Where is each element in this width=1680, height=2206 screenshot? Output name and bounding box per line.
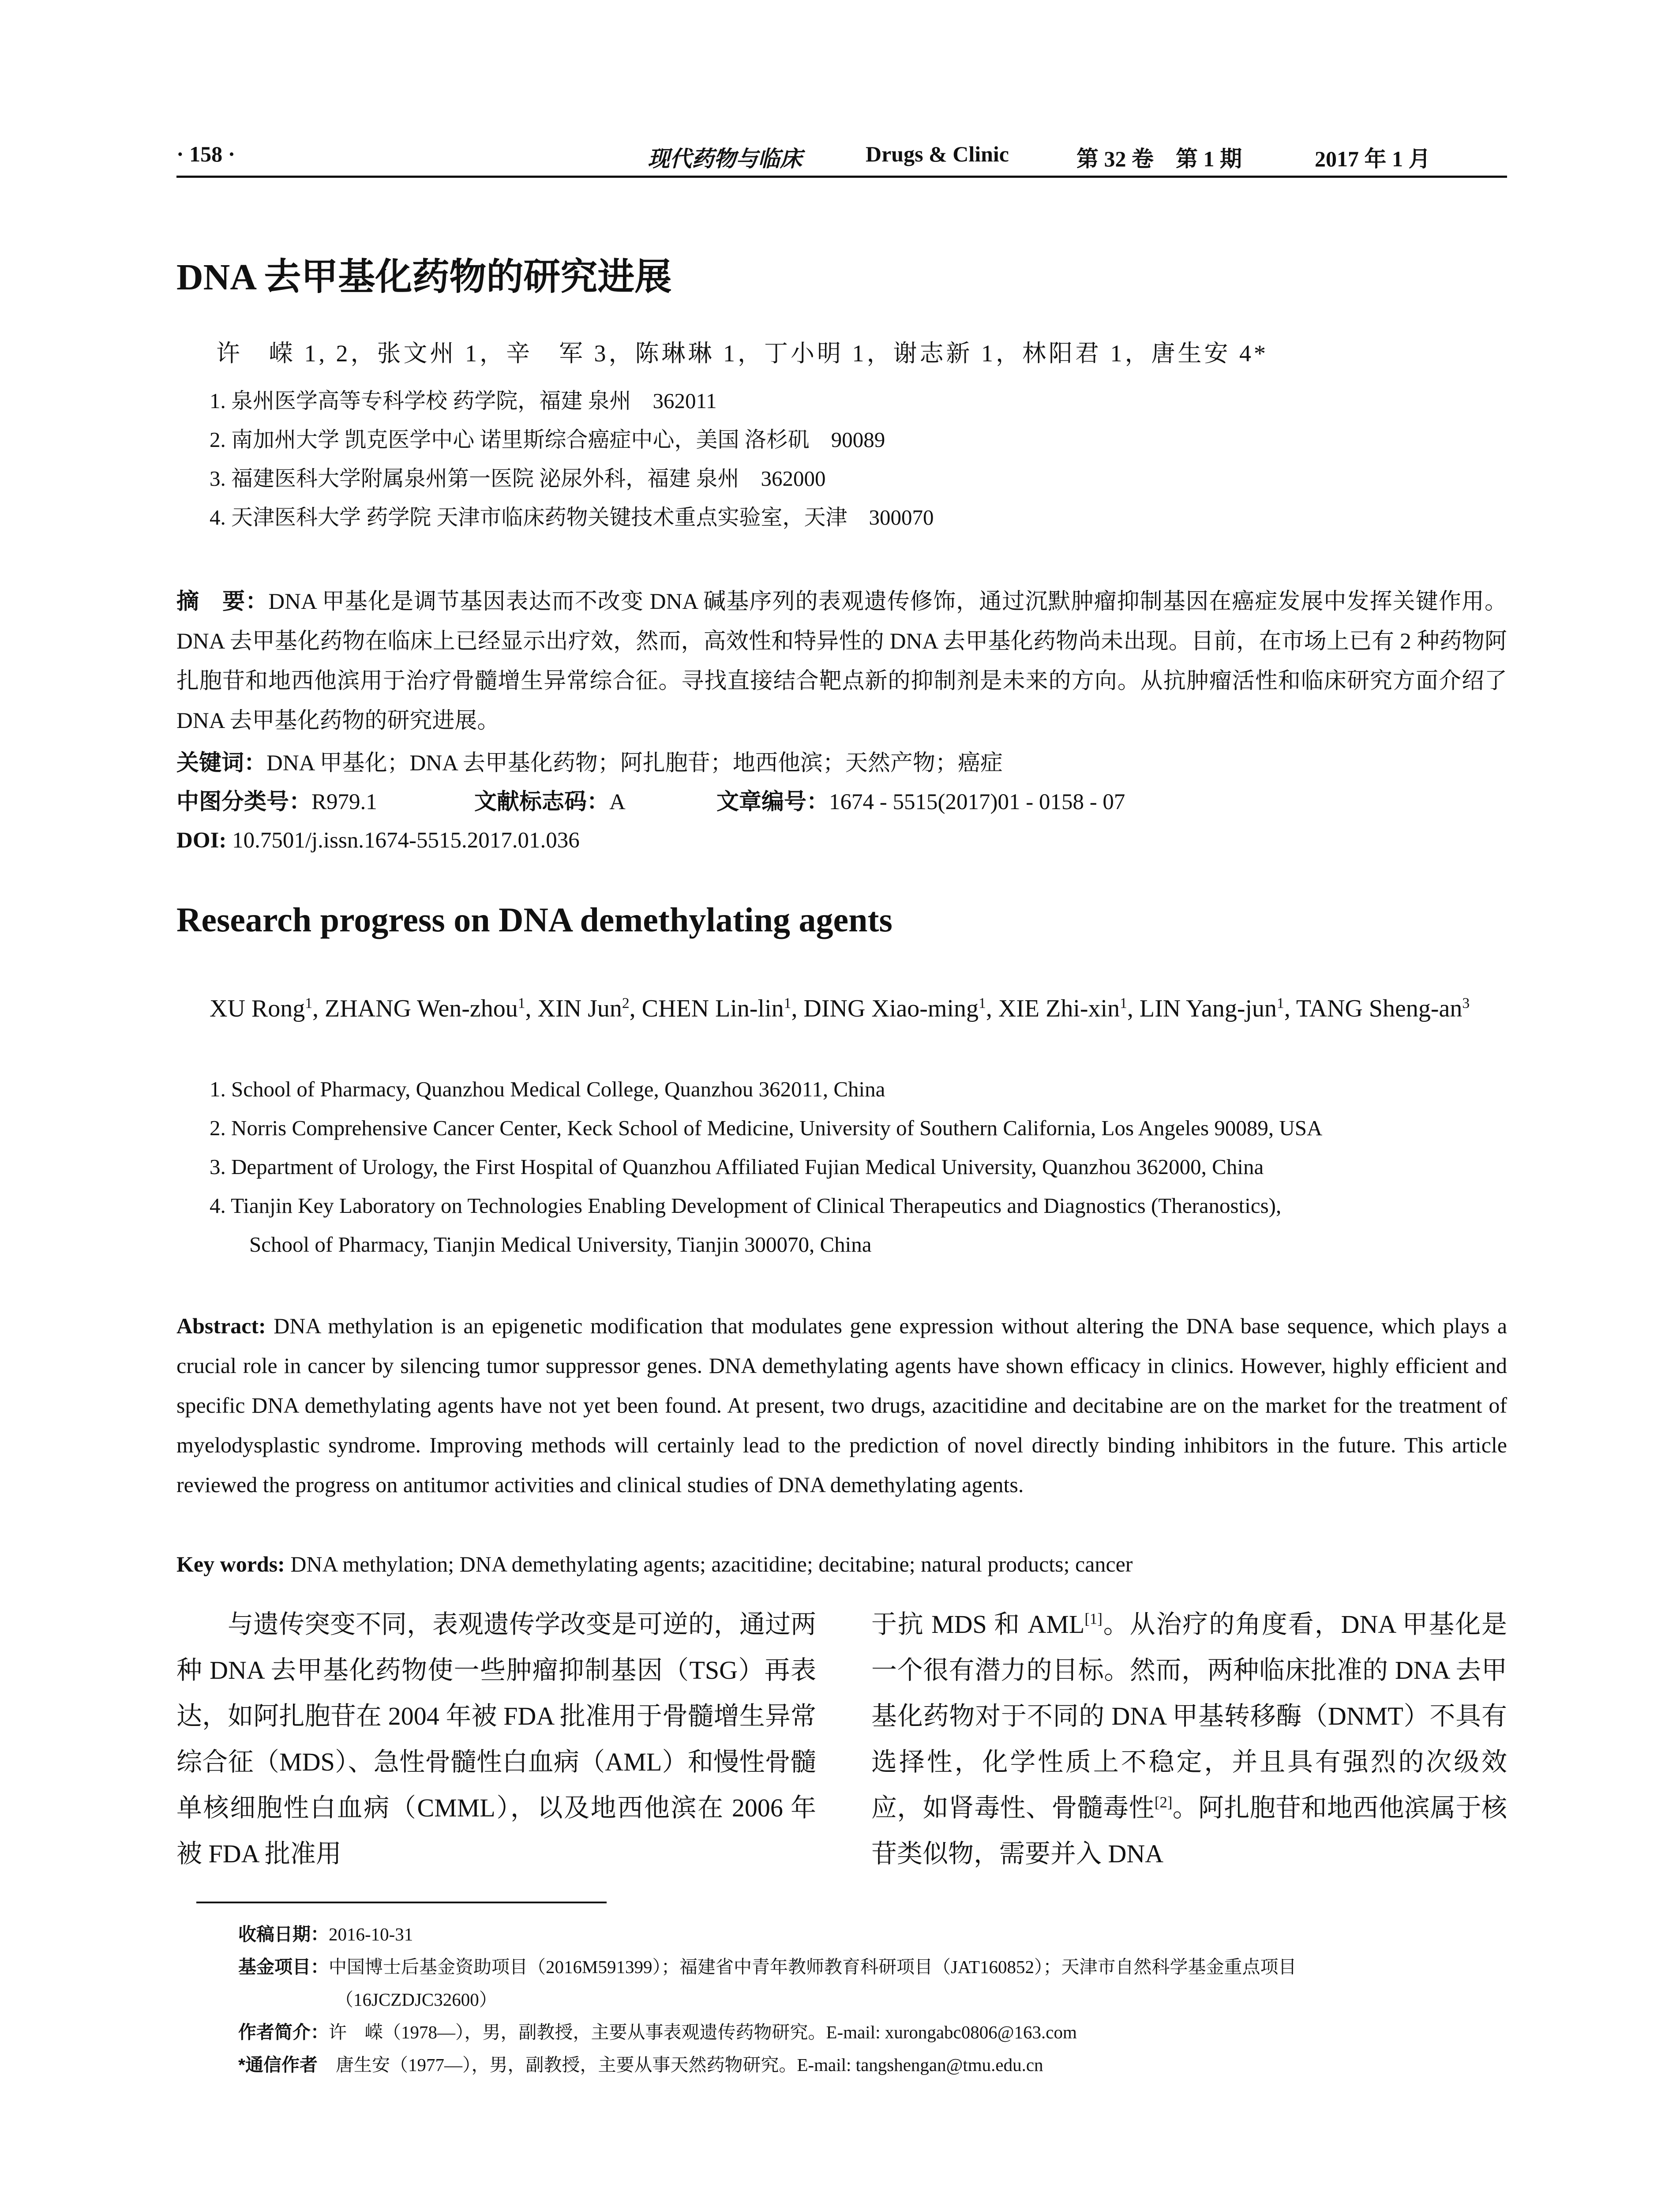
author-bio-label: 作者简介： bbox=[238, 2022, 329, 2042]
author-en: DING Xiao-ming bbox=[803, 995, 979, 1022]
author-en: CHEN Lin-lin bbox=[641, 995, 784, 1022]
author-en-sup: 1 bbox=[979, 995, 986, 1012]
authors-en: XU Rong$^1$, ZHANG Wen-zhou$^1$, XIN Jun$^2$, CHEN Lin-lin$^1$, DING Xiao-ming$^1$, XIE Zhi-xin$^1$, LIN Yang-jun$^1$, TANG Sheng-$an^3$ bbox=[210, 995, 1470, 1022]
keywords-cn bbox=[176, 743, 1507, 783]
affiliation-en-1: 1. School of Pharmacy, Quanzhou Medical College, Quanzhou 362011, China bbox=[210, 1077, 885, 1101]
affiliation-en-3: 3. Department of Urology, the First Hospital of Quanzhou Affiliated Fujian Medical University, Quanzhou 362000, China bbox=[210, 1155, 1264, 1179]
author-en-sup: 3 bbox=[1462, 995, 1470, 1012]
author-en-sup: 1 bbox=[784, 995, 791, 1012]
affiliation-en-4-cont: School of Pharmacy, Tianjin Medical University, Tianjin 300070, China bbox=[249, 1232, 872, 1257]
body-right-text-a: 于抗 MDS 和 AML bbox=[871, 1610, 1085, 1639]
affiliation-cn-3: 3. 福建医科大学附属泉州第一医院 泌尿外科，福建 泉州 362000 bbox=[210, 466, 826, 491]
article-value: 1674 - 5515(2017)01 - 0158 - 07 bbox=[829, 790, 1125, 814]
author-en: ZHANG Wen-zhou bbox=[325, 995, 518, 1022]
affiliation-cn-1: 1. 泉州医学高等专科学校 药学院，福建 泉州 362011 bbox=[210, 389, 717, 413]
doi-label: DOI: bbox=[176, 828, 227, 853]
keywords-en-text: DNA methylation; DNA demethylating agents; azacitidine; decitabine; natural products; cancer bbox=[290, 1552, 1133, 1576]
authors-cn: 许 嵘 1, 2，张文州 1，辛 军 3，陈琳琳 1，丁小明 1，谢志新 1，林阳君 1，唐生安 4* bbox=[216, 340, 1268, 367]
doi-value[interactable]: 10.7501/j.issn.1674-5515.2017.01.036 bbox=[232, 828, 580, 853]
received-label: 收稿日期： bbox=[238, 1924, 329, 1944]
body-right-text-b: 。从治疗的角度看，DNA 甲基化是一个很有潜力的目标。然而，两种临床批准的 DNA 去甲基化药物对于不同的 DNA 甲基转移酶（DNMT）不具有选择性，化学性质上不稳定，并且具有强烈的次级效应，如肾毒性、骨髓毒性 bbox=[871, 1610, 1507, 1822]
abstract-cn bbox=[176, 582, 1507, 741]
doc-label: 文献标志码： bbox=[474, 789, 610, 814]
keywords-cn-label: 关键词： bbox=[176, 750, 267, 775]
abstract-cn-text: DNA 甲基化是调节基因表达而不改变 DNA 碱基序列的表观遗传修饰，通过沉默肿瘤抑制基因在癌症发展中发挥关键作用。DNA 去甲基化药物在临床上已经显示出疗效，然而，高效性和特异性的 DNA 去甲基化药物尚未出现。目前，在市场上已有 2 种药物阿扎胞苷和地西他滨用于治疗骨髓增生异常综合征。寻找直接结合靶点新的抑制剂是未来的方向。从抗肿瘤活性和临床研究方面介绍了 DNA 去甲基化药物的研究进展。 bbox=[176, 589, 1507, 733]
fund-label: 基金项目： bbox=[238, 1957, 329, 1977]
author-en: LIN Yang-jun bbox=[1139, 995, 1277, 1022]
body-right-text-c: 。阿扎胞苷和地西他滨属于核苷类似物，需要并入 DNA bbox=[871, 1793, 1507, 1868]
doi-line bbox=[176, 821, 580, 860]
author-en: TANG Sheng-an bbox=[1296, 995, 1462, 1022]
author-en: XIN Jun bbox=[537, 995, 622, 1022]
article-label: 文章编号： bbox=[716, 789, 829, 814]
affiliation-cn-2: 2. 南加州大学 凯克医学中心 诺里斯综合癌症中心，美国 洛杉矶 90089 bbox=[210, 428, 885, 452]
abstract-en bbox=[176, 1306, 1507, 1504]
issue-date: 2017 年 1 月 bbox=[1315, 146, 1431, 171]
author-en-sup: 1 bbox=[1120, 995, 1127, 1012]
affiliation-en-4: 4. Tianjin Key Laboratory on Technologies Enabling Development of Clinical Therapeutics and Diagnostics (Theranostics), bbox=[210, 1193, 1282, 1218]
author-en-sup: 1 bbox=[305, 995, 313, 1012]
abstract-en-label: Abstract: bbox=[176, 1313, 266, 1338]
article-title-cn: DNA 去甲基化药物的研究进展 bbox=[176, 257, 672, 298]
keywords-en bbox=[176, 1544, 1132, 1584]
page-number: · 158 · bbox=[176, 142, 236, 166]
body-left-column: 与遗传突变不同，表观遗传学改变是可逆的，通过两种 DNA 去甲基化药物使一些肿瘤抑制基因（TSG）再表达，如阿扎胞苷在 2004 年被 FDA 批准用于骨髓增生异常综合征（MDS）、急性骨髓性白血病（AML）和慢性骨髓单核细胞性白血病（CMML），以及地西他滨在 2006 年被 FDA 批准用 bbox=[176, 1610, 817, 1868]
author-en-sup: 1 bbox=[518, 995, 525, 1012]
author-en: XIE Zhi-xin bbox=[998, 995, 1120, 1022]
body-right-column bbox=[871, 1602, 1507, 1877]
abstract-en-text: DNA methylation is an epigenetic modification that modulates gene expression without altering the DNA base sequence, which plays a crucial role in cancer by silencing tumor suppressor genes. DNA demethylating agents have shown efficacy in clinics. However, highly efficient and specific DNA demethylating agents have not yet been found. At present, two drugs, azacitidine and decitabine are on the market for the treatment of myelodysplastic syndrome. Improving methods will certainly lead to the prediction of novel directly binding inhibitors in the future. This article reviewed the progress on antitumor activities and clinical studies of DNA demethylating agents. bbox=[176, 1313, 1508, 1497]
citation-1[interactable]: [1] bbox=[1084, 1610, 1102, 1628]
footnote-fund bbox=[238, 1952, 1509, 1982]
document-code bbox=[474, 782, 626, 822]
received-value: 2016-10-31 bbox=[329, 1924, 413, 1944]
classification-line bbox=[176, 782, 377, 822]
corr-value: 唐生安（1977—），男，副教授，主要从事天然药物研究。E-mail: tangshengan@tmu.edu.cn bbox=[335, 2055, 1043, 2075]
footnote-received bbox=[238, 1919, 413, 1949]
clc-value: R979.1 bbox=[311, 790, 377, 814]
volume-issue: 第 32 卷 第 1 期 bbox=[1076, 146, 1242, 171]
footnote-corresponding bbox=[238, 2050, 1043, 2080]
fund-value: 中国博士后基金资助项目（2016M591399）；福建省中青年教师教育科研项目（JAT160852）；天津市自然科学基金重点项目 bbox=[329, 1957, 1297, 1977]
author-en-sup: 2 bbox=[622, 995, 630, 1012]
affiliation-cn-4: 4. 天津医科大学 药学院 天津市临床药物关键技术重点实验室，天津 300070 bbox=[210, 505, 934, 529]
footnote-fund-cont: （16JCZDJC32600） bbox=[335, 1989, 497, 2010]
footnote-author bbox=[238, 2017, 1077, 2047]
keywords-cn-text: DNA 甲基化；DNA 去甲基化药物；阿扎胞苷；地西他滨；天然产物；癌症 bbox=[266, 751, 1003, 776]
keywords-en-label: Key words: bbox=[176, 1552, 285, 1576]
journal-title-en: Drugs & Clinic bbox=[866, 142, 1009, 166]
author-bio-value: 许 嵘（1978—），男，副教授，主要从事表观遗传药物研究。E-mail: xurongabc0806@163.com bbox=[329, 2022, 1077, 2042]
abstract-cn-label: 摘 要： bbox=[176, 589, 269, 614]
affiliation-en-2: 2. Norris Comprehensive Cancer Center, Keck School of Medicine, University of Southern California, Los Angeles 90089, USA bbox=[210, 1116, 1323, 1140]
citation-2[interactable]: [2] bbox=[1154, 1793, 1173, 1811]
footnote-divider bbox=[196, 1902, 607, 1903]
running-header bbox=[176, 139, 1507, 178]
author-en: XU Rong bbox=[210, 995, 305, 1022]
clc-label: 中图分类号： bbox=[176, 789, 312, 814]
article-title-en: Research progress on DNA demethylating agents bbox=[176, 900, 892, 939]
corr-label: *通信作者 bbox=[238, 2055, 318, 2075]
author-en-sup: 1 bbox=[1277, 995, 1284, 1012]
journal-title-cn: 现代药物与临床 bbox=[648, 146, 802, 171]
doc-value: A bbox=[609, 790, 626, 814]
article-number bbox=[716, 782, 1125, 822]
